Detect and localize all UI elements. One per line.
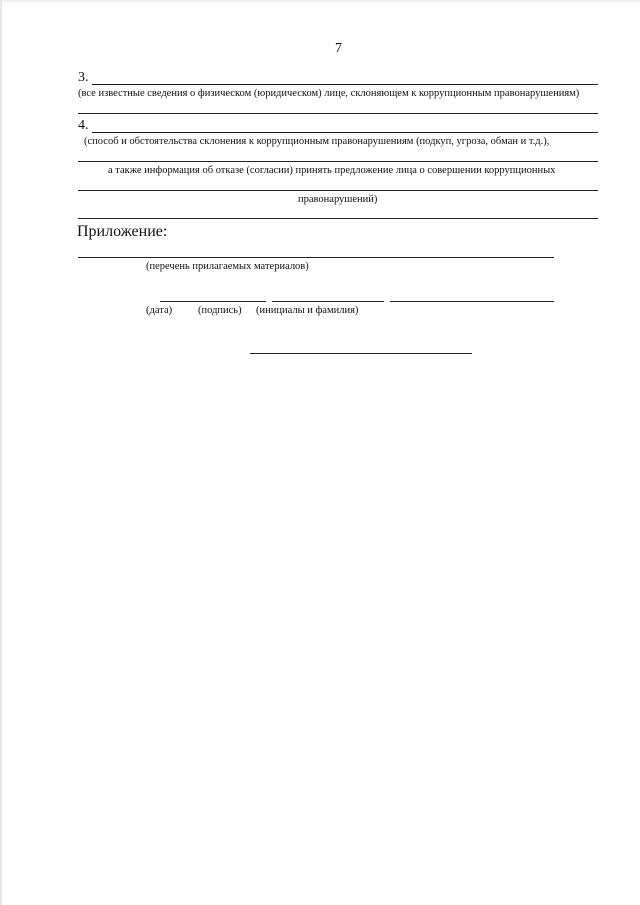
- attachment-caption: (перечень прилагаемых материалов): [146, 261, 309, 272]
- item-3-extra-line: [78, 113, 598, 114]
- item-4-line-3: [78, 190, 598, 191]
- page-number: 7: [335, 41, 342, 56]
- item-4-caption-3: правонарушений): [298, 194, 378, 205]
- scan-edge-left: [0, 0, 2, 905]
- item-4-line-4: [78, 218, 598, 219]
- date-line: [160, 301, 266, 302]
- name-caption: (инициалы и фамилия): [256, 305, 359, 316]
- attachment-heading: Приложение:: [77, 223, 168, 240]
- item-4-caption-2: а также информация об отказе (согласии) принять предложение лица о совершении коррупционных: [108, 165, 556, 176]
- signature-line: [272, 301, 384, 302]
- item-4-line-2: [78, 161, 598, 162]
- item-3-caption: (все известные сведения о физическом (юридическом) лице, склоняющем к коррупционным правонарушениям): [78, 88, 580, 99]
- item-3-fill-line: [92, 84, 598, 85]
- scan-edge-top: [0, 0, 640, 2]
- signature-caption: (подпись): [198, 305, 242, 316]
- date-caption: (дата): [146, 305, 173, 316]
- name-line: [390, 301, 554, 302]
- item-3-number: 3.: [78, 70, 89, 85]
- item-4-number: 4.: [78, 118, 89, 133]
- item-4-fill-line: [92, 132, 598, 133]
- attachment-line: [78, 257, 554, 258]
- item-4-caption-1: (способ и обстоятельства склонения к коррупционным правонарушениям (подкуп, угроза, обман и т.д.),: [84, 136, 550, 147]
- closing-line: [250, 353, 472, 354]
